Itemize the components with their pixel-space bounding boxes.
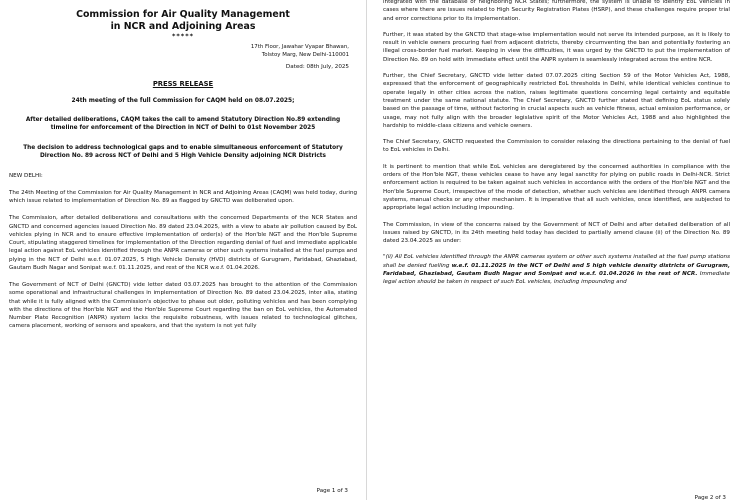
subheading-deliberations: After detailed deliberations, CAQM takes the call to amend Statutory Direction No.89 extending timeline for enforcement of the Direction in NCT of Delhi to 01st November 2025	[25, 117, 341, 132]
document-page-2	[367, 0, 740, 500]
quote-start: "(ii) All EoL vehicles identified through the ANPR cameras system or other such systems installed at the fuel pump stations shall be denied fuelling	[383, 254, 730, 269]
paragraph: The 24th Meeting of the Commission for Air Quality Management in NCR and Adjoining Areas (CAQM) was held today, during which issue related to implementation of Direction No. 89 as flagged by GNCTD was deliberated upon.	[9, 189, 357, 205]
paragraph: The Chief Secretary, GNCTD requested the Commission to consider relaxing the directions pertaining to the denial of fuel to EoL vehicles in Delhi.	[383, 139, 730, 154]
paragraph: Further, it was stated by the GNCTD that stage-wise implementation would not serve its intended purpose, as it is likely to result in vehicle owners procuring fuel from adjacent districts, thereby circumventing the ban and potentially fostering an illegal cross-border fuel market. Keeping in view the difficulties, it was urged by the GNCTD to put the implementation of Direction No. 89 on hold with immediate effect until the ANPR system is seamlessly integrated across the entire NCR.	[383, 31, 730, 63]
page-number: Page 1 of 3	[316, 488, 348, 494]
paragraph: The Commission, in view of the concerns raised by the Government of NCT of Delhi and after detailed deliberation of all issues raised by GNCTD, in its 24th meeting held today has decided to partially amend clause (ii) of the Direction No. 89 dated 23.04.2025 as under:	[383, 221, 730, 245]
dateline-place: NEW DELHI:	[9, 172, 43, 179]
title-ornament: *****	[172, 32, 194, 40]
paragraph: The Government of NCT of Delhi (GNCTD) vide letter dated 03.07.2025 has brought to the attention of the Commission some operational and infrastructural challenges in implementation of Direction No. 89 dated 23.04.2025, inter alia, stating that while it is fully aligned with the Commission's objective to phase out older, polluting vehicles and has been complying with the directions of the Hon'ble NGT and the Hon'ble Supreme Court regarding the ban on EoL vehicles, the Automated Number Plate Recognition (ANPR) system lacks the requisite robustness, with issues related to technological glitches, camera placement, working of sensors and speakers, and that the system is not yet fully	[9, 282, 357, 330]
amended-clause-quote	[383, 253, 730, 286]
press-release-heading: PRESS RELEASE	[152, 79, 214, 88]
paragraph: Further, the Chief Secretary, GNCTD vide letter dated 07.07.2025 citing Section 59 of the Motor Vehicles Act, 1988, expressed that the enforcement of geographically restricted EoL thresholds in Delhi, while identical vehicles continue to operate legally in other cities across the nation, raises legitimate questions concerning legal certainty and equitable treatment under the same national statute. The Chief Secretary, GNCTD further stated that defining EoL status solely based on the passage of time, without factoring in crucial aspects such as vehicle fitness, actual emission performance, or usage, may not fully align with the broader legislative spirit of the Motor Vehicles Act, 1988 and also highlighted the hardship to middle-class citizens and vehicle owners.	[383, 73, 730, 129]
subheading-technological-gaps: The decision to address technological gaps and to enable simultaneous enforcement of Statutory Direction No. 89 across NCT of Delhi and 5 High Vehicle Density adjoining NCR Districts	[23, 144, 343, 159]
office-address: 17th Floor, Jawahar Vyapar Bhawan, Tolstoy Marg, New Delhi-110001	[250, 44, 349, 58]
page-number: Page 2 of 3	[694, 495, 726, 500]
paragraph: It is pertinent to mention that while EoL vehicles are deregistered by the concerned authorities in compliance with the orders of the Hon'ble NGT, these vehicles cease to have any legal sanctity for plying on public roads in Delhi-NCR. Strict enforcement action is required to be taken against such vehicles in accordance with the orders of the Hon'ble NGT and the Hon'ble Supreme Court, irrespective of the mode of detection, whether such vehicles are identified through ANPR camera systems, manual checks or any other mechanism. It is imperative that all such vehicles, once identified, are subjected to appropriate legal action including impounding.	[383, 163, 730, 212]
release-date: Dated: 08th July, 2025	[285, 63, 349, 70]
document-page-1	[0, 0, 367, 500]
paragraph: The Commission, after detailed deliberations and consultations with the concerned Departments of the NCR States and GNCTD and concerned agencies issued Direction No. 89 dated 23.04.2025, with a view to abate air pollution caused by EoL vehicles plying in NCR and to ensure effective implementation of order(s) of the Hon'ble NGT and the Hon'ble Supreme Court, stipulating staggered timelines for implementation of the Direction regarding denial of fuel and immediate applicable legal action against EoL vehicles identified through the ANPR cameras or other such systems installed at the fuel pumps and plying in the NCT of Delhi w.e.f. 01.07.2025, 5 High Vehicle Density (HVD) districts of Gurugram, Faridabad, Ghaziabad, Gautam Budh Nagar and Sonipat w.e.f. 01.11.2025, and rest of the NCR w.e.f. 01.04.2026.	[9, 215, 357, 271]
organization-title: Commission for Air Quality Management in NCR and Adjoining Areas	[76, 9, 290, 32]
meeting-heading: 24th meeting of the full Commission for CAQM held on 08.07.2025;	[71, 97, 295, 104]
paragraph: integrated with the database of neighboring NCR States; furthermore, the system is unable to identify EoL vehicles in cases where there are issues related to High Security Registration Plates (HSRP), and these challenges require proper trial and error corrections prior to its implementation.	[383, 0, 730, 22]
quote-end: Immediate legal action should be taken in respect of such EoL vehicles, including impounding and	[383, 271, 730, 286]
quote-bold: w.e.f. 01.11.2025 in the NCT of Delhi and 5 high vehicle density districts of Gurugram, Faridabad, Ghaziabad, Gautam Budh Nagar and Sonipat and w.e.f. 01.04.2026 in the rest of NCR.	[383, 262, 730, 278]
